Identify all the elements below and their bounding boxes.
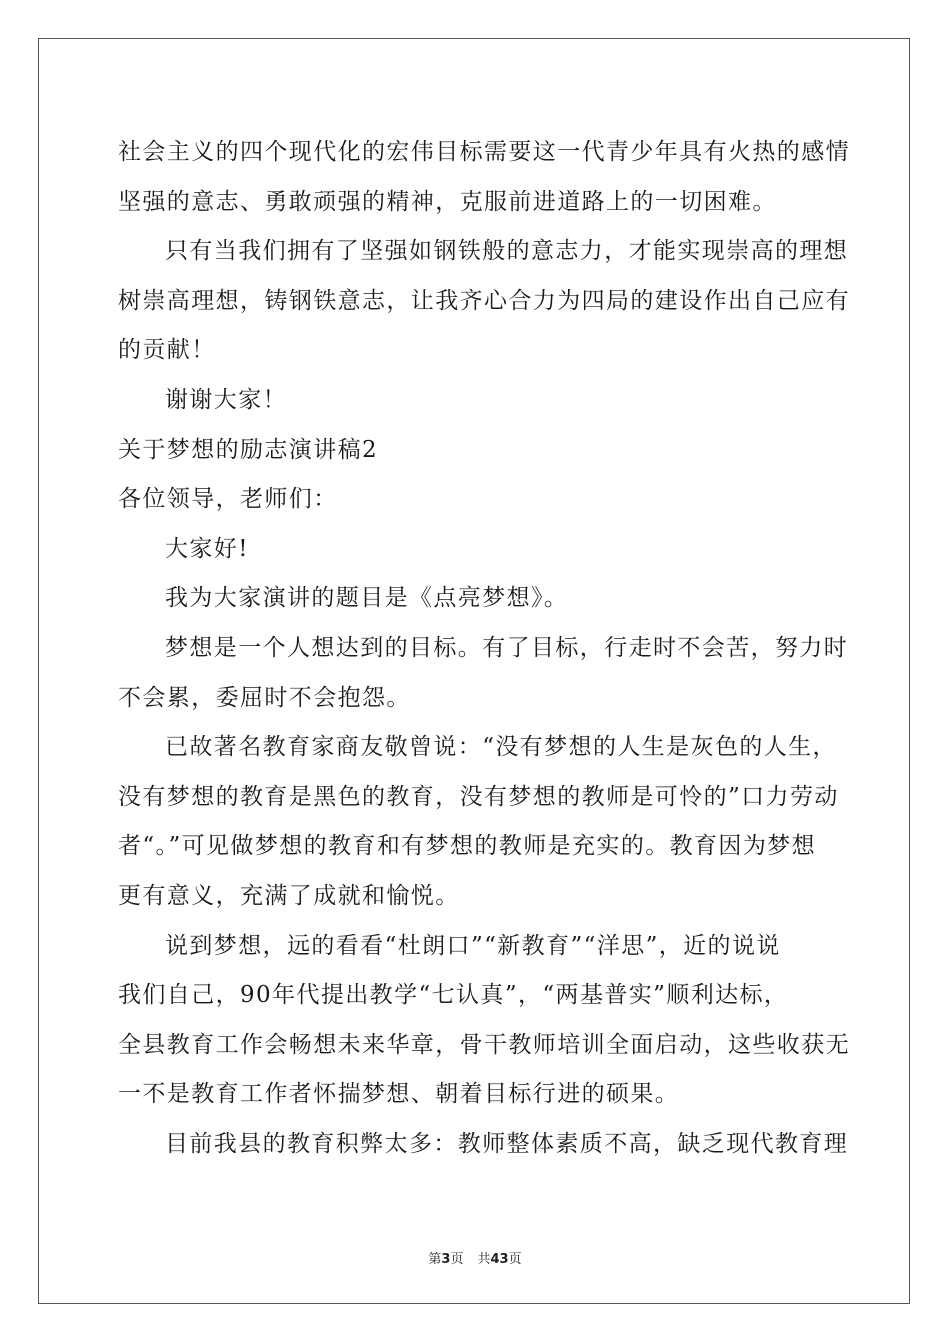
text-line: 不会累，委屈时不会抱怨。	[118, 684, 411, 711]
text-line: 说到梦想，远的看看“杜朗口”“新教育”“洋思”，近的说说	[165, 932, 781, 959]
text-line: 者“。”可见做梦想的教育和有梦想的教师是充实的。教育因为梦想	[118, 833, 817, 860]
text-line: 我为大家演讲的题目是《点亮梦想》。	[165, 585, 569, 612]
text-line: 一不是教育工作者怀揣梦想、朝着目标行进的硕果。	[118, 1081, 680, 1108]
footer-total-suffix: 页	[508, 1252, 522, 1267]
text-line: 梦想是一个人想达到的目标。有了目标，行走时不会苦，努力时	[165, 634, 849, 661]
text-line: 已故著名教育家商友敬曾说：“没有梦想的人生是灰色的人生，	[165, 734, 837, 761]
text-line: 全县教育工作会畅想未来华章，骨干教师培训全面启动，这些收获无	[118, 1031, 850, 1058]
footer-page-suffix: 页	[450, 1252, 464, 1267]
footer-page-number: 3	[441, 1252, 451, 1267]
text-line: 大家好!	[165, 535, 249, 562]
text-line: 坚强的意志、勇敢顽强的精神，克服前进道路上的一切困难。	[118, 188, 777, 215]
footer-total-pages: 43	[490, 1252, 509, 1267]
text-line: 树崇高理想，铸钢铁意志，让我齐心合力为四局的建设作出自己应有	[118, 287, 850, 314]
text-line: 我们自己，90年代提出教学“七认真”，“两基普实”顺利达标，	[118, 982, 789, 1009]
text-line: 各位领导，老师们：	[118, 486, 338, 513]
text-line: 只有当我们拥有了坚强如钢铁般的意志力，才能实现崇高的理想	[165, 238, 849, 265]
text-line: 社会主义的四个现代化的宏伟目标需要这一代青少年具有火热的感情	[118, 139, 850, 165]
document-body	[118, 128, 850, 1169]
text-line: 更有意义，充满了成就和愉悦。	[118, 882, 460, 909]
text-line: 没有梦想的教育是黑色的教育，没有梦想的教师是可怜的”口力劳动	[118, 783, 839, 810]
page-footer	[0, 1248, 950, 1267]
text-line: 的贡献！	[118, 337, 216, 364]
text-line: 关于梦想的励志演讲稿2	[118, 436, 379, 463]
text-line: 目前我县的教育积弊太多：教师整体素质不高，缺乏现代教育理	[165, 1130, 849, 1157]
footer-page-prefix: 第	[428, 1252, 442, 1267]
footer-total-prefix: 共	[477, 1252, 491, 1267]
text-line: 谢谢大家！	[165, 386, 287, 413]
